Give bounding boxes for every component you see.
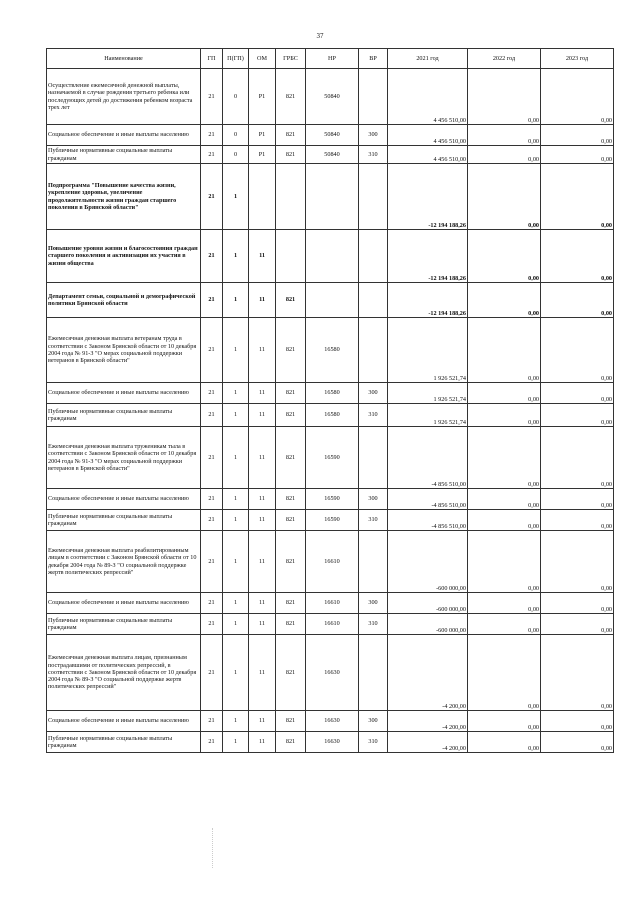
pgp-cell: 1 (223, 283, 249, 318)
table-row (47, 711, 614, 732)
gp-cell: 21 (201, 635, 223, 711)
pgp-cell: 1 (223, 531, 249, 593)
amount-2021-cell: -4 200,00 (388, 711, 468, 732)
om-cell: 11 (249, 318, 276, 383)
nr-cell: 16580 (306, 404, 359, 427)
vr-cell: 310 (359, 510, 388, 531)
pgp-cell: 1 (223, 614, 249, 635)
amount-2023-cell: 0,00 (541, 489, 614, 510)
gp-cell: 21 (201, 427, 223, 489)
amount-2021-cell: -4 856 510,00 (388, 510, 468, 531)
gp-cell: 21 (201, 69, 223, 125)
row-name-cell: Подпрограмма "Повышение качества жизни, укрепление здоровья, увеличение продолжительности жизни граждан старшего поколения в Брянской области" (47, 164, 201, 230)
amount-2023-cell: 0,00 (541, 125, 614, 146)
gp-cell: 21 (201, 383, 223, 404)
row-name-cell: Социальное обеспечение и иные выплаты населению (47, 383, 201, 404)
grbs-cell: 821 (276, 427, 306, 489)
pgp-cell: 1 (223, 510, 249, 531)
pgp-cell: 1 (223, 318, 249, 383)
gp-cell: 21 (201, 125, 223, 146)
gp-cell: 21 (201, 711, 223, 732)
row-name-cell: Публичные нормативные социальные выплаты гражданам (47, 732, 201, 753)
row-name-cell: Осуществление ежемесячной денежной выплаты, назначаемой в случае рождения третьего ребенка или последующих детей до достижения ребенком возраста трех лет (47, 69, 201, 125)
vr-cell: 310 (359, 404, 388, 427)
vr-cell: 310 (359, 732, 388, 753)
nr-cell: 16610 (306, 593, 359, 614)
grbs-cell: 821 (276, 318, 306, 383)
column-header: 2022 год (468, 49, 541, 69)
nr-cell: 16630 (306, 732, 359, 753)
om-cell: 11 (249, 489, 276, 510)
vr-cell (359, 230, 388, 283)
amount-2022-cell: 0,00 (468, 614, 541, 635)
nr-cell: 16590 (306, 489, 359, 510)
vr-cell: 300 (359, 711, 388, 732)
pgp-cell: 1 (223, 404, 249, 427)
row-name-cell: Ежемесячная денежная выплата реабилитированным лицам в соответствии с Законом Брянской области от 10 декабря 2004 года № 89-З "О социальной поддержке жертв политических репрессий" (47, 531, 201, 593)
om-cell: 11 (249, 283, 276, 318)
amount-2021-cell: -600 000,00 (388, 531, 468, 593)
om-cell: P1 (249, 69, 276, 125)
table-row (47, 318, 614, 383)
column-header: 2023 год (541, 49, 614, 69)
grbs-cell: 821 (276, 125, 306, 146)
nr-cell (306, 164, 359, 230)
amount-2021-cell: 4 456 510,00 (388, 125, 468, 146)
row-name-cell: Департамент семьи, социальной и демографической политики Брянской области (47, 283, 201, 318)
amount-2021-cell: -12 194 188,26 (388, 283, 468, 318)
row-name-cell: Ежемесячная денежная выплата ветеранам труда в соответствии с Законом Брянской области от 10 декабря 2004 года № 91-З "О мерах социальной поддержки ветеранов в Брянской области" (47, 318, 201, 383)
grbs-cell: 821 (276, 489, 306, 510)
pgp-cell: 1 (223, 383, 249, 404)
amount-2023-cell: 0,00 (541, 318, 614, 383)
vr-cell: 300 (359, 489, 388, 510)
nr-cell: 16590 (306, 510, 359, 531)
nr-cell (306, 283, 359, 318)
gp-cell: 21 (201, 531, 223, 593)
amount-2022-cell: 0,00 (468, 318, 541, 383)
column-header: ГП (201, 49, 223, 69)
table-row (47, 146, 614, 164)
amount-2023-cell: 0,00 (541, 427, 614, 489)
pgp-cell: 0 (223, 69, 249, 125)
amount-2021-cell: -600 000,00 (388, 593, 468, 614)
grbs-cell (276, 164, 306, 230)
pgp-cell: 1 (223, 732, 249, 753)
amount-2021-cell: 1 926 521,74 (388, 318, 468, 383)
grbs-cell: 821 (276, 383, 306, 404)
row-name-cell: Социальное обеспечение и иные выплаты населению (47, 711, 201, 732)
amount-2022-cell: 0,00 (468, 230, 541, 283)
gp-cell: 21 (201, 404, 223, 427)
amount-2022-cell: 0,00 (468, 283, 541, 318)
om-cell: P1 (249, 146, 276, 164)
nr-cell (306, 230, 359, 283)
column-header: ОМ (249, 49, 276, 69)
vr-cell: 300 (359, 593, 388, 614)
pgp-cell: 0 (223, 125, 249, 146)
nr-cell: 16580 (306, 383, 359, 404)
amount-2023-cell: 0,00 (541, 404, 614, 427)
gp-cell: 21 (201, 164, 223, 230)
row-name-cell: Социальное обеспечение и иные выплаты населению (47, 125, 201, 146)
amount-2021-cell: -12 194 188,26 (388, 164, 468, 230)
amount-2023-cell: 0,00 (541, 531, 614, 593)
table-row (47, 732, 614, 753)
table-row (47, 489, 614, 510)
amount-2022-cell: 0,00 (468, 146, 541, 164)
om-cell: 11 (249, 383, 276, 404)
row-name-cell: Ежемесячная денежная выплата труженикам тыла в соответствии с Законом Брянской области от 10 декабря 2004 года № 91-З "О мерах социальной поддержки ветеранов в Брянской области" (47, 427, 201, 489)
amount-2021-cell: 4 456 510,00 (388, 69, 468, 125)
page-number: 37 (316, 32, 324, 40)
table-row (47, 69, 614, 125)
om-cell: 11 (249, 711, 276, 732)
nr-cell: 16610 (306, 614, 359, 635)
om-cell: 11 (249, 732, 276, 753)
vr-cell (359, 69, 388, 125)
amount-2022-cell: 0,00 (468, 711, 541, 732)
column-header: ГРБС (276, 49, 306, 69)
amount-2022-cell: 0,00 (468, 125, 541, 146)
amount-2021-cell: -4 200,00 (388, 635, 468, 711)
gp-cell: 21 (201, 146, 223, 164)
gp-cell: 21 (201, 283, 223, 318)
amount-2023-cell: 0,00 (541, 69, 614, 125)
gp-cell: 21 (201, 732, 223, 753)
nr-cell: 16630 (306, 711, 359, 732)
amount-2022-cell: 0,00 (468, 732, 541, 753)
nr-cell: 16580 (306, 318, 359, 383)
om-cell: 11 (249, 635, 276, 711)
nr-cell: 50840 (306, 125, 359, 146)
om-cell: 11 (249, 614, 276, 635)
column-header: ВР (359, 49, 388, 69)
grbs-cell: 821 (276, 732, 306, 753)
column-header: П(ГП) (223, 49, 249, 69)
vr-cell (359, 283, 388, 318)
gp-cell: 21 (201, 318, 223, 383)
amount-2021-cell: -4 856 510,00 (388, 427, 468, 489)
amount-2021-cell: -600 000,00 (388, 614, 468, 635)
column-header: Наименование (47, 49, 201, 69)
amount-2022-cell: 0,00 (468, 593, 541, 614)
amount-2023-cell: 0,00 (541, 711, 614, 732)
amount-2023-cell: 0,00 (541, 146, 614, 164)
row-name-cell: Публичные нормативные социальные выплаты гражданам (47, 404, 201, 427)
pgp-cell: 1 (223, 711, 249, 732)
amount-2021-cell: 1 926 521,74 (388, 404, 468, 427)
om-cell: 11 (249, 230, 276, 283)
amount-2023-cell: 0,00 (541, 230, 614, 283)
table-row (47, 614, 614, 635)
amount-2022-cell: 0,00 (468, 164, 541, 230)
grbs-cell: 821 (276, 593, 306, 614)
table-header-row (47, 49, 614, 69)
grbs-cell: 821 (276, 614, 306, 635)
pgp-cell: 0 (223, 146, 249, 164)
amount-2022-cell: 0,00 (468, 404, 541, 427)
pgp-cell: 1 (223, 593, 249, 614)
vr-cell (359, 427, 388, 489)
om-cell: 11 (249, 531, 276, 593)
amount-2022-cell: 0,00 (468, 635, 541, 711)
table-row (47, 427, 614, 489)
table-row (47, 404, 614, 427)
pgp-cell: 1 (223, 427, 249, 489)
vr-cell: 300 (359, 383, 388, 404)
amount-2022-cell: 0,00 (468, 383, 541, 404)
grbs-cell: 821 (276, 283, 306, 318)
table-row (47, 531, 614, 593)
column-header: 2021 год (388, 49, 468, 69)
table-row (47, 125, 614, 146)
row-name-cell: Публичные нормативные социальные выплаты гражданам (47, 510, 201, 531)
amount-2022-cell: 0,00 (468, 69, 541, 125)
amount-2022-cell: 0,00 (468, 427, 541, 489)
row-name-cell: Ежемесячная денежная выплата лицам, признанным пострадавшими от политических репрессий, в соответствии с Законом Брянской области от 10 декабря 2004 года № 89-З "О социальной поддержке жертв политических репрессий" (47, 635, 201, 711)
amount-2023-cell: 0,00 (541, 593, 614, 614)
gp-cell: 21 (201, 593, 223, 614)
amount-2022-cell: 0,00 (468, 510, 541, 531)
column-header: НР (306, 49, 359, 69)
amount-2023-cell: 0,00 (541, 510, 614, 531)
om-cell: P1 (249, 125, 276, 146)
scan-mark (212, 828, 214, 868)
om-cell: 11 (249, 593, 276, 614)
grbs-cell: 821 (276, 69, 306, 125)
vr-cell (359, 164, 388, 230)
table-row (47, 635, 614, 711)
table-row (47, 230, 614, 283)
gp-cell: 21 (201, 510, 223, 531)
row-name-cell: Публичные нормативные социальные выплаты гражданам (47, 146, 201, 164)
amount-2023-cell: 0,00 (541, 614, 614, 635)
nr-cell: 16590 (306, 427, 359, 489)
row-name-cell: Социальное обеспечение и иные выплаты населению (47, 593, 201, 614)
om-cell (249, 164, 276, 230)
vr-cell: 310 (359, 146, 388, 164)
amount-2022-cell: 0,00 (468, 531, 541, 593)
grbs-cell: 821 (276, 146, 306, 164)
amount-2023-cell: 0,00 (541, 635, 614, 711)
amount-2023-cell: 0,00 (541, 383, 614, 404)
nr-cell: 16610 (306, 531, 359, 593)
amount-2021-cell: -4 200,00 (388, 732, 468, 753)
vr-cell: 310 (359, 614, 388, 635)
table-row (47, 283, 614, 318)
amount-2021-cell: 1 926 521,74 (388, 383, 468, 404)
nr-cell: 16630 (306, 635, 359, 711)
table-row (47, 383, 614, 404)
table-body (47, 69, 614, 753)
grbs-cell: 821 (276, 711, 306, 732)
nr-cell: 50840 (306, 146, 359, 164)
nr-cell: 50840 (306, 69, 359, 125)
table-row (47, 510, 614, 531)
budget-table (46, 48, 614, 753)
gp-cell: 21 (201, 614, 223, 635)
pgp-cell: 1 (223, 489, 249, 510)
grbs-cell: 821 (276, 531, 306, 593)
pgp-cell: 1 (223, 635, 249, 711)
grbs-cell: 821 (276, 635, 306, 711)
grbs-cell: 821 (276, 510, 306, 531)
amount-2023-cell: 0,00 (541, 164, 614, 230)
amount-2023-cell: 0,00 (541, 732, 614, 753)
om-cell: 11 (249, 404, 276, 427)
amount-2023-cell: 0,00 (541, 283, 614, 318)
om-cell: 11 (249, 510, 276, 531)
amount-2022-cell: 0,00 (468, 489, 541, 510)
pgp-cell: 1 (223, 230, 249, 283)
vr-cell: 300 (359, 125, 388, 146)
row-name-cell: Повышение уровня жизни и благосостояния граждан старшего поколения и активизации их участия в жизни общества (47, 230, 201, 283)
grbs-cell (276, 230, 306, 283)
gp-cell: 21 (201, 230, 223, 283)
table-row (47, 593, 614, 614)
grbs-cell: 821 (276, 404, 306, 427)
om-cell: 11 (249, 427, 276, 489)
vr-cell (359, 318, 388, 383)
table-row (47, 164, 614, 230)
gp-cell: 21 (201, 489, 223, 510)
row-name-cell: Публичные нормативные социальные выплаты гражданам (47, 614, 201, 635)
pgp-cell: 1 (223, 164, 249, 230)
vr-cell (359, 531, 388, 593)
amount-2021-cell: -12 194 188,26 (388, 230, 468, 283)
amount-2021-cell: -4 856 510,00 (388, 489, 468, 510)
vr-cell (359, 635, 388, 711)
amount-2021-cell: 4 456 510,00 (388, 146, 468, 164)
row-name-cell: Социальное обеспечение и иные выплаты населению (47, 489, 201, 510)
